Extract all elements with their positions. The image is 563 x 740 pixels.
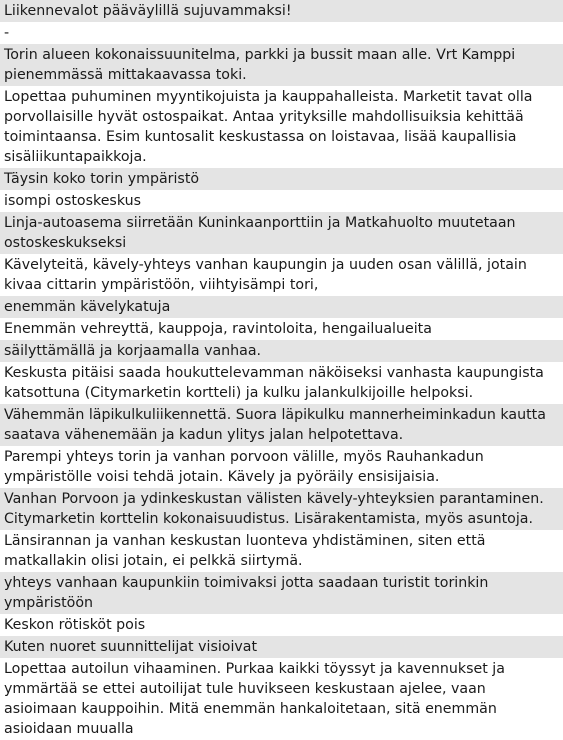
response-row: Vanhan Porvoon ja ydinkeskustan välisten kävely-yhteyksien parantaminen. Citymarketin korttelin kokonaisuudistus. Lisärakentamista, myös asuntoja. (0, 488, 563, 530)
response-row: Liikennevalot pääväylillä sujuvammaksi! (0, 0, 563, 22)
response-row: Länsirannan ja vanhan keskustan luonteva yhdistäminen, siten että matkallakin olisi jotain, ei pelkkä siirtymä. (0, 530, 563, 572)
response-row: enemmän kävelykatuja (0, 296, 563, 318)
response-row: Parempi yhteys torin ja vanhan porvoon välille, myös Rauhankadun ympäristölle voisi tehdä jotain. Kävely ja pyöräily ensisijaisia. (0, 446, 563, 488)
response-row: isompi ostoskeskus (0, 190, 563, 212)
response-row: Keskusta pitäisi saada houkuttelevamman näköiseksi vanhasta kaupungista katsottuna (Citymarketin kortteli) ja kulku jalankulkijoille helpoksi. (0, 362, 563, 404)
response-row: säilyttämällä ja korjaamalla vanhaa. (0, 340, 563, 362)
response-row: Linja-autoasema siirretään Kuninkaanporttiin ja Matkahuolto muutetaan ostoskeskukseksi (0, 212, 563, 254)
response-row: Vähemmän läpikulkuliikennettä. Suora läpikulku mannerheiminkadun kautta saatava vähenemään ja kadun ylitys jalan helpotettava. (0, 404, 563, 446)
response-row: Kävelyteitä, kävely-yhteys vanhan kaupungin ja uuden osan välillä, jotain kivaa cittarin ympäristöön, viihtyisämpi tori, (0, 254, 563, 296)
response-row: Kuten nuoret suunnittelijat visioivat (0, 636, 563, 658)
response-row: Keskon rötisköt pois (0, 614, 563, 636)
response-row: Lopettaa puhuminen myyntikojuista ja kauppahalleista. Marketit tavat olla porvollaisille hyvät ostospaikat. Antaa yrityksille mahdollisuiksia kehittää toimintaansa. Esim kuntosalit keskustassa on loistavaa, lisää kaupallisia sisäliikuntapaikkoja. (0, 86, 563, 168)
response-row: Enemmän vehreyttä, kauppoja, ravintoloita, hengailualueita (0, 318, 563, 340)
response-row: - (0, 22, 563, 44)
response-row: yhteys vanhaan kaupunkiin toimivaksi jotta saadaan turistit torinkin ympäristöön (0, 572, 563, 614)
response-row: Täysin koko torin ympäristö (0, 168, 563, 190)
response-row: Lopettaa autoilun vihaaminen. Purkaa kaikki töyssyt ja kavennukset ja ymmärtää se ettei autoilijat tule huvikseen keskustaan ajelee, vaan asioimaan kauppoihin. Mitä enemmän hankaloitetaan, sitä enemmän asioidaan muualla (0, 658, 563, 740)
response-row: Torin alueen kokonaissuunitelma, parkki ja bussit maan alle. Vrt Kamppi pienemmässä mittakaavassa toki. (0, 44, 563, 86)
